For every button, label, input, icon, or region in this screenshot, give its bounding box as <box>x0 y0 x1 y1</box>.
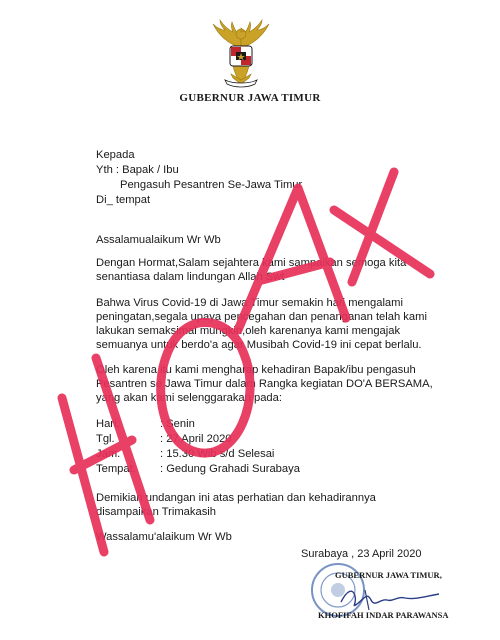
closing-line: Demikian undangan ini atas perhatian dan kehadirannya <box>96 492 376 504</box>
schedule-value-day: : Senin <box>160 418 195 430</box>
recipient-place: Di_ tempat <box>96 194 151 206</box>
paragraph-3-line: Oleh karena itu kami mengharap kehadiran Bapak/ibu pengasuh <box>96 364 416 376</box>
schedule-label-place: Tempat. <box>96 463 136 475</box>
closing-line: disampaikan Trimakasih <box>96 506 217 518</box>
paragraph-2-line: Bahwa Virus Covid-19 di Jawa Timur semakin hari mengalami <box>96 297 403 309</box>
schedule-label-date: Tgl. <box>96 433 115 445</box>
paragraph-3-line: Pesantren se Jawa Timur dalam Rangka kegiatan DO'A BERSAMA, <box>96 378 433 390</box>
schedule-value-time: : 15.30 Wib s/d Selesai <box>160 448 275 460</box>
signature-place-date: Surabaya , 23 April 2020 <box>301 548 422 560</box>
paragraph-1-line: senantiasa dalam lindungan Allah Swt <box>96 271 285 283</box>
recipient-to-label: Kepada <box>96 149 135 161</box>
recipient-addressee: Pengasuh Pesantren Se-Jawa Timur <box>120 179 303 191</box>
paragraph-2-line: peningatan,segala upaya pencegahan dan penanganan telah kami <box>96 311 427 323</box>
garuda-emblem-icon <box>205 18 277 90</box>
schedule-label-day: Hari. <box>96 418 120 430</box>
schedule-label-time: Jam. <box>96 448 121 460</box>
paragraph-1-line: Dengan Hormat,Salam sejahtera kami sampaikan semoga kita <box>96 257 407 269</box>
paragraph-3-line: yang akan kami selenggarakan pada: <box>96 392 282 404</box>
signature-position: GUBERNUR JAWA TIMUR, <box>335 570 442 580</box>
schedule-value-place: : Gedung Grahadi Surabaya <box>160 463 300 475</box>
letterhead-title: GUBERNUR JAWA TIMUR <box>179 92 321 104</box>
paragraph-2-line: lakukan semaksimal mungkin,oleh karenanya kami mengajak <box>96 325 401 337</box>
greeting: Assalamualaikum Wr Wb <box>96 234 221 246</box>
closing-farewell: Wassalamu'alaikum Wr Wb <box>96 531 232 543</box>
recipient-yth: Yth : Bapak / Ibu <box>96 164 179 176</box>
paragraph-2-line: semuanya untuk berdo'a agar Musibah Covid-19 ini cepat berlalu. <box>96 339 422 351</box>
signature-name: KHOFIFAH INDAR PARAWANSA <box>318 610 449 620</box>
schedule-value-date: : 27 April 2020 <box>160 433 232 445</box>
